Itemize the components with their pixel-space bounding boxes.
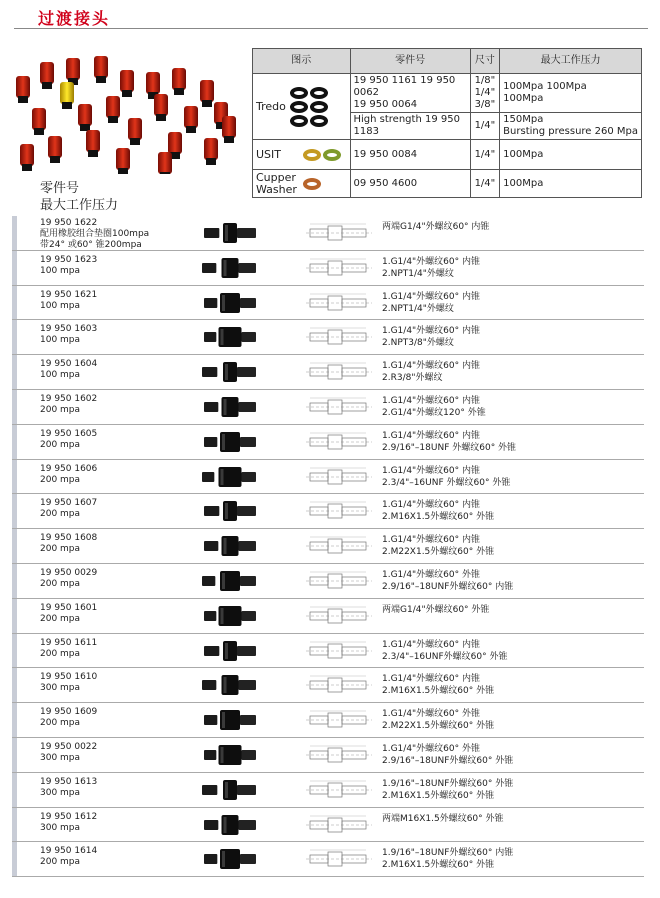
fitting-photo <box>200 290 260 316</box>
part-number: 19 950 1607 <box>40 498 98 509</box>
part-number-block <box>40 707 190 729</box>
fitting-photo <box>200 777 260 803</box>
part-row <box>12 460 644 495</box>
fitting-drawing <box>304 292 374 314</box>
part-description <box>382 569 642 593</box>
part-number: 19 950 1608 <box>40 533 98 544</box>
part-description <box>382 673 642 697</box>
cupper-label: Cupper <box>256 170 296 184</box>
part-number-block <box>40 533 190 555</box>
part-pressure: 300 mpa <box>40 752 81 763</box>
fitting-drawing <box>304 396 374 418</box>
description-line-2: 2.NPT1/4"外螺纹 <box>382 303 454 314</box>
part-description <box>382 639 642 663</box>
fitting-drawing <box>304 570 374 592</box>
part-number-block <box>40 464 190 486</box>
part-row <box>12 390 644 425</box>
part-number: 19 950 1601 <box>40 602 98 613</box>
description-line-2: 2.9/16"–18UNF外螺纹60° 内锥 <box>382 581 514 592</box>
description-line-1: 1.G1/4"外螺纹60° 外锥 <box>382 709 480 720</box>
description-line-2: 2.3/4"–16UNF 外螺纹60° 外锥 <box>382 477 511 488</box>
part-pressure: 200 mpa <box>40 439 81 450</box>
part-pressure-note: 带24° 或60° 锥200mpa <box>40 240 142 250</box>
description-line-1: 1.G1/4"外螺纹60° 内锥 <box>382 674 480 685</box>
part-row <box>12 529 644 564</box>
washer-label: Washer <box>256 182 297 196</box>
cupper-cell <box>253 170 351 198</box>
part-row <box>12 668 644 703</box>
part-description <box>382 325 642 349</box>
description-line-2: 2.M16X1.5外螺纹60° 外锥 <box>382 790 495 801</box>
description-line-1: 1.G1/4"外螺纹60° 内锥 <box>382 430 480 441</box>
fitting-photo <box>200 707 260 733</box>
fitting-photo <box>200 812 260 838</box>
fitting-photo <box>200 429 260 455</box>
part-number: 19 950 0029 <box>40 567 98 578</box>
tredo-sizes: 1/8" 1/4" 3/8" <box>470 74 500 113</box>
fitting-photo <box>200 359 260 385</box>
part-description <box>382 499 642 523</box>
usit-cell <box>253 140 351 170</box>
description-line-2: 2.M16X1.5外螺纹60° 外锥 <box>382 686 495 697</box>
description-line-1: 1.G1/4"外螺纹60° 内锥 <box>382 291 480 302</box>
description-line-2: 2.R3/8"外螺纹 <box>382 373 443 384</box>
description-line-2: 2.G1/4"外螺纹120° 外锥 <box>382 407 486 418</box>
part-pressure: 300 mpa <box>40 787 81 798</box>
part-row <box>12 703 644 738</box>
part-pressure: 200 mpa <box>40 509 81 520</box>
tredo-hs-size: 1/4" <box>470 113 500 140</box>
description-line-2: 2.NPT1/4"外螺纹 <box>382 268 454 279</box>
part-row <box>12 494 644 529</box>
part-number: 19 950 1611 <box>40 637 98 648</box>
part-description <box>382 360 642 384</box>
fitting-drawing <box>304 674 374 696</box>
description-line-2: 2.M22X1.5外螺纹60° 外锥 <box>382 721 495 732</box>
fitting-drawing <box>304 814 374 836</box>
part-pressure: 200 mpa <box>40 613 81 624</box>
fitting-photo <box>200 672 260 698</box>
fitting-drawing <box>304 744 374 766</box>
tredo-hs-parts: High strength 19 950 1183 <box>350 113 470 140</box>
description-line-1: 两端G1/4"外螺纹60° 外锥 <box>382 604 490 615</box>
fitting-photo <box>200 464 260 490</box>
cupper-pressure: 100Mpa <box>500 170 642 198</box>
part-row <box>12 320 644 355</box>
description-line-1: 两端G1/4"外螺纹60° 内锥 <box>382 222 490 232</box>
fitting-photo <box>200 638 260 664</box>
part-description <box>382 847 642 871</box>
part-number: 19 950 0022 <box>40 741 98 752</box>
part-number-block <box>40 638 190 660</box>
part-number-block <box>40 394 190 416</box>
part-number-block <box>40 429 190 451</box>
part-pressure: 300 mpa <box>40 822 81 833</box>
part-row <box>12 251 644 286</box>
part-number-block <box>40 359 190 381</box>
part-number: 19 950 1622 <box>40 218 98 228</box>
fitting-photo <box>200 324 260 350</box>
description-line-2: 2.3/4"–16UNF外螺纹60° 外锥 <box>382 651 508 662</box>
spec-header-size: 尺寸 <box>470 49 500 74</box>
part-number-block <box>40 498 190 520</box>
description-line-1: 1.9/16"–18UNF外螺纹60° 外锥 <box>382 778 514 789</box>
part-row <box>12 738 644 773</box>
part-number: 19 950 1605 <box>40 428 98 439</box>
part-description <box>382 291 642 315</box>
part-pressure: 100 mpa <box>40 335 81 346</box>
spec-header-pressure: 最大工作压力 <box>500 49 642 74</box>
part-number: 19 950 1609 <box>40 707 98 718</box>
parts-list <box>12 216 644 877</box>
fitting-drawing <box>304 500 374 522</box>
list-header: 零件号 最大工作压力 <box>40 181 119 213</box>
part-number: 19 950 1612 <box>40 811 98 822</box>
description-line-1: 1.G1/4"外螺纹60° 内锥 <box>382 395 480 406</box>
part-pressure: 100 mpa <box>40 370 81 381</box>
tredo-washer-image <box>290 87 334 127</box>
fitting-drawing <box>304 779 374 801</box>
part-row <box>12 355 644 390</box>
part-pressure: 100 mpa <box>40 265 81 276</box>
fitting-photo <box>200 603 260 629</box>
description-line-2: 2.M16X1.5外螺纹60° 外锥 <box>382 860 495 871</box>
part-description <box>382 430 642 454</box>
description-line-1: 1.G1/4"外螺纹60° 内锥 <box>382 256 480 267</box>
fitting-drawing <box>304 605 374 627</box>
part-number-block <box>40 777 190 799</box>
fitting-drawing <box>304 222 374 244</box>
part-pressure: 300 mpa <box>40 683 81 694</box>
part-number-block <box>40 812 190 834</box>
description-line-2: 2.M16X1.5外螺纹60° 外锥 <box>382 512 495 523</box>
part-number: 19 950 1606 <box>40 463 98 474</box>
fitting-drawing <box>304 431 374 453</box>
title-divider <box>14 28 648 29</box>
spec-table <box>252 48 642 198</box>
fitting-drawing <box>304 848 374 870</box>
part-description <box>382 813 642 825</box>
spec-header-part-number: 零件号 <box>350 49 470 74</box>
part-row <box>12 773 644 808</box>
fitting-photo <box>200 220 260 246</box>
description-line-1: 1.G1/4"外螺纹60° 内锥 <box>382 465 480 476</box>
tredo-label: Tredo <box>256 99 286 113</box>
product-photo <box>8 52 244 174</box>
fitting-photo <box>200 533 260 559</box>
fitting-drawing <box>304 361 374 383</box>
part-number: 19 950 1621 <box>40 289 98 300</box>
description-line-1: 1.G1/4"外螺纹60° 内锥 <box>382 500 480 511</box>
part-number-block <box>40 742 190 764</box>
fitting-drawing <box>304 466 374 488</box>
fitting-drawing <box>304 640 374 662</box>
part-description <box>382 221 642 233</box>
part-pressure: 200 mpa <box>40 404 81 415</box>
part-description <box>382 778 642 802</box>
description-line-1: 1.G1/4"外螺纹60° 外锥 <box>382 569 480 580</box>
description-line-2: 2.M22X1.5外螺纹60° 外锥 <box>382 547 495 558</box>
fitting-photo <box>200 255 260 281</box>
cupper-size: 1/4" <box>470 170 500 198</box>
part-pressure: 200 mpa <box>40 718 81 729</box>
part-pressure: 200 mpa <box>40 474 81 485</box>
fitting-photo <box>200 846 260 872</box>
fitting-drawing <box>304 326 374 348</box>
part-description <box>382 604 642 616</box>
part-pressure: 200 mpa <box>40 648 81 659</box>
part-number: 19 950 1623 <box>40 254 98 265</box>
fitting-photo <box>200 742 260 768</box>
page-title: 过渡接头 <box>38 9 111 28</box>
part-pressure: 200 mpa <box>40 544 81 555</box>
part-row <box>12 216 644 251</box>
fitting-photo <box>200 568 260 594</box>
part-row <box>12 425 644 460</box>
part-description <box>382 395 642 419</box>
description-line-2: 2.NPT3/8"外螺纹 <box>382 338 454 349</box>
part-number-block <box>40 290 190 312</box>
description-line-1: 1.G1/4"外螺纹60° 内锥 <box>382 326 480 337</box>
fitting-drawing <box>304 535 374 557</box>
usit-pressure: 100Mpa <box>500 140 642 170</box>
usit-size: 1/4" <box>470 140 500 170</box>
part-number-block <box>40 218 190 251</box>
fitting-photo <box>200 498 260 524</box>
spec-header-diagram: 图示 <box>253 49 351 74</box>
description-line-1: 1.G1/4"外螺纹60° 外锥 <box>382 743 480 754</box>
part-row <box>12 634 644 669</box>
part-number: 19 950 1604 <box>40 359 98 370</box>
usit-label: USIT <box>256 147 281 161</box>
copper-washer-image <box>303 178 347 190</box>
cupper-parts: 09 950 4600 <box>350 170 470 198</box>
fitting-drawing <box>304 709 374 731</box>
description-line-1: 1.G1/4"外螺纹60° 内锥 <box>382 535 480 546</box>
part-description <box>382 256 642 280</box>
tredo-parts: 19 950 1161 19 950 0062 19 950 0064 <box>350 74 470 113</box>
usit-washer-image <box>303 149 347 161</box>
fitting-drawing <box>304 257 374 279</box>
part-number-block <box>40 324 190 346</box>
fitting-photo <box>200 394 260 420</box>
part-number-block <box>40 255 190 277</box>
part-number: 19 950 1610 <box>40 672 98 683</box>
description-line-2: 2.9/16"–18UNF 外螺纹60° 外锥 <box>382 442 517 453</box>
part-number-block <box>40 846 190 868</box>
part-pressure: 200 mpa <box>40 578 81 589</box>
description-line-1: 两端M16X1.5外螺纹60° 外锥 <box>382 813 504 824</box>
part-number: 19 950 1613 <box>40 776 98 787</box>
part-row <box>12 808 644 843</box>
part-number: 19 950 1614 <box>40 846 98 857</box>
usit-parts: 19 950 0084 <box>350 140 470 170</box>
part-row <box>12 564 644 599</box>
description-line-2: 2.9/16"–18UNF外螺纹60° 外锥 <box>382 755 514 766</box>
part-number-block <box>40 603 190 625</box>
part-number: 19 950 1602 <box>40 393 98 404</box>
part-number: 19 950 1603 <box>40 324 98 335</box>
description-line-1: 1.G1/4"外螺纹60° 内锥 <box>382 639 480 650</box>
part-row <box>12 599 644 634</box>
description-line-1: 1.G1/4"外螺纹60° 内锥 <box>382 361 480 372</box>
part-pressure: 200 mpa <box>40 857 81 868</box>
part-pressure: 配用橡胶组合垫圈100mpa <box>40 229 150 239</box>
part-pressure: 100 mpa <box>40 300 81 311</box>
tredo-pressure: 100Mpa 100Mpa 100Mpa <box>500 74 642 113</box>
description-line-1: 1.9/16"–18UNF外螺纹60° 内锥 <box>382 848 514 859</box>
tredo-hs-pressure: 150Mpa Bursting pressure 260 Mpa <box>500 113 642 140</box>
part-description <box>382 534 642 558</box>
part-number-block <box>40 672 190 694</box>
part-description <box>382 708 642 732</box>
tredo-cell <box>253 74 351 140</box>
part-description <box>382 743 642 767</box>
part-description <box>382 465 642 489</box>
part-row <box>12 286 644 321</box>
part-row <box>12 842 644 877</box>
part-number-block <box>40 568 190 590</box>
